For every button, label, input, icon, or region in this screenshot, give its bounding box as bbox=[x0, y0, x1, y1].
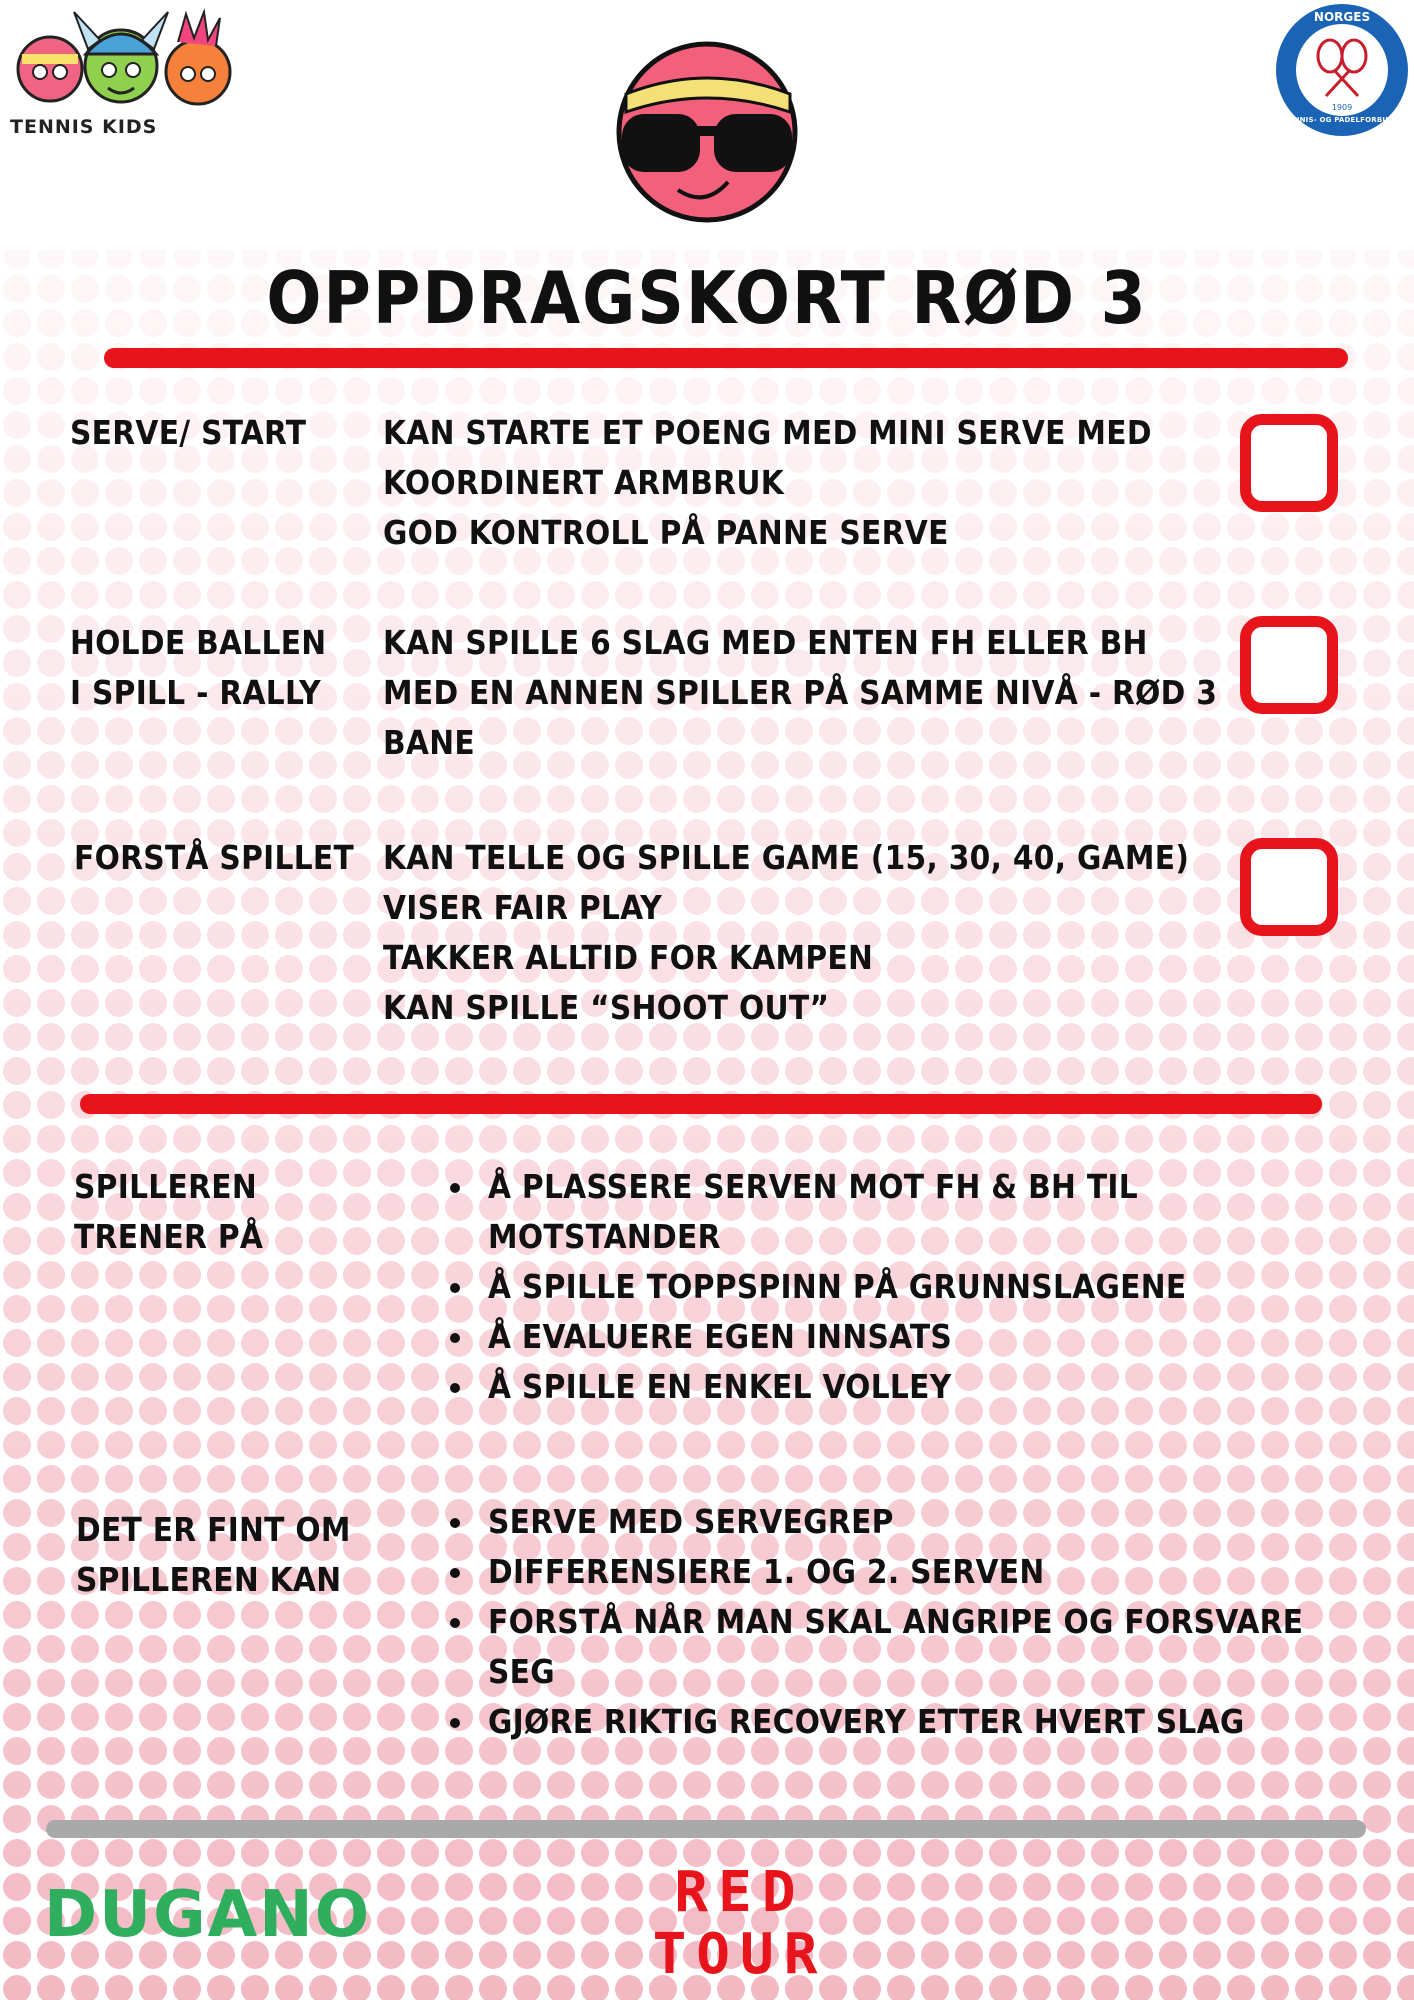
task-label-line: HOLDE BALLEN bbox=[70, 623, 327, 662]
task-label-line: SERVE/ START bbox=[70, 413, 307, 452]
task-label-understand-game bbox=[74, 833, 364, 883]
bonus-label bbox=[76, 1505, 366, 1605]
list-item: Å EVALUERE EGEN INNSATS bbox=[450, 1312, 1368, 1362]
red-tour-line-1: RED bbox=[674, 1860, 806, 1925]
red-tour-line-2: TOUR bbox=[652, 1922, 828, 1987]
tennis-kids-logo-text: TENNIS KIDS bbox=[10, 116, 158, 138]
title-divider bbox=[104, 348, 1348, 368]
checkbox-rally[interactable] bbox=[1240, 616, 1338, 714]
task-label-rally bbox=[70, 618, 360, 718]
task-goal-line: KAN TELLE OG SPILLE GAME (15, 30, 40, GAME) bbox=[383, 838, 1190, 877]
federation-logo-top-text: NORGES bbox=[1313, 10, 1371, 24]
checkbox-understand-game[interactable] bbox=[1240, 838, 1338, 936]
task-label-line: FORSTÅ SPILLET bbox=[74, 838, 355, 877]
footer-divider bbox=[46, 1820, 1366, 1838]
federation-logo-year: 1909 bbox=[1331, 103, 1353, 112]
task-goal-serve bbox=[383, 408, 1283, 558]
task-goal-understand-game bbox=[383, 833, 1283, 1033]
task-goal-line: VISER FAIR PLAY bbox=[383, 888, 663, 927]
federation-logo bbox=[1272, 0, 1412, 140]
training-label-line: SPILLEREN bbox=[74, 1167, 257, 1206]
task-label-serve bbox=[70, 408, 360, 458]
federation-logo-ring-text: TENNIS- OG PADELFORBUND bbox=[1283, 116, 1401, 124]
list-item: Å SPILLE TOPPSPINN PÅ GRUNNSLAGENE bbox=[450, 1262, 1368, 1312]
task-goal-line: KAN SPILLE “SHOOT OUT” bbox=[383, 988, 830, 1027]
training-label bbox=[74, 1162, 364, 1262]
dugano-logo: DUGANO bbox=[44, 1878, 372, 1952]
task-goal-rally bbox=[383, 618, 1283, 768]
mascot-ball bbox=[600, 32, 814, 226]
list-item: Å PLASSERE SERVEN MOT FH & BH TIL MOTSTANDER bbox=[450, 1162, 1368, 1262]
task-goal-line: KAN SPILLE 6 SLAG MED ENTEN FH ELLER BH bbox=[383, 623, 1148, 662]
task-goal-line: MED EN ANNEN SPILLER PÅ SAMME NIVÅ - RØD 3 bbox=[383, 673, 1218, 712]
sunglasses-ball-icon bbox=[600, 32, 814, 226]
page-title: OPPDRAGSKORT RØD 3 bbox=[266, 256, 1148, 340]
section-divider bbox=[80, 1094, 1322, 1114]
list-item: Å SPILLE EN ENKEL VOLLEY bbox=[450, 1362, 1368, 1412]
red-tour-logo bbox=[610, 1862, 870, 1986]
checkbox-serve[interactable] bbox=[1240, 414, 1338, 512]
list-item: DIFFERENSIERE 1. OG 2. SERVEN bbox=[450, 1547, 1368, 1597]
task-goal-line: TAKKER ALLTID FOR KAMPEN bbox=[383, 938, 874, 977]
tennis-kids-mascots-icon bbox=[8, 4, 238, 114]
list-item: GJØRE RIKTIG RECOVERY ETTER HVERT SLAG bbox=[450, 1697, 1368, 1747]
list-item: SERVE MED SERVEGREP bbox=[450, 1497, 1368, 1547]
bonus-label-line: SPILLEREN KAN bbox=[76, 1560, 342, 1599]
task-goal-line: KOORDINERT ARMBRUK bbox=[383, 463, 785, 502]
task-label-line: I SPILL - RALLY bbox=[70, 673, 321, 712]
task-goal-line: GOD KONTROLL PÅ PANNE SERVE bbox=[383, 513, 949, 552]
list-item: FORSTÅ NÅR MAN SKAL ANGRIPE OG FORSVARE SEG bbox=[450, 1597, 1368, 1697]
task-goal-line: KAN STARTE ET POENG MED MINI SERVE MED bbox=[383, 413, 1152, 452]
task-goal-line: BANE bbox=[383, 723, 475, 762]
bonus-list bbox=[450, 1497, 1368, 1747]
bonus-label-line: DET ER FINT OM bbox=[76, 1510, 351, 1549]
training-label-line: TRENER PÅ bbox=[74, 1217, 264, 1256]
training-list bbox=[450, 1162, 1368, 1412]
tennis-kids-logo bbox=[8, 4, 238, 144]
